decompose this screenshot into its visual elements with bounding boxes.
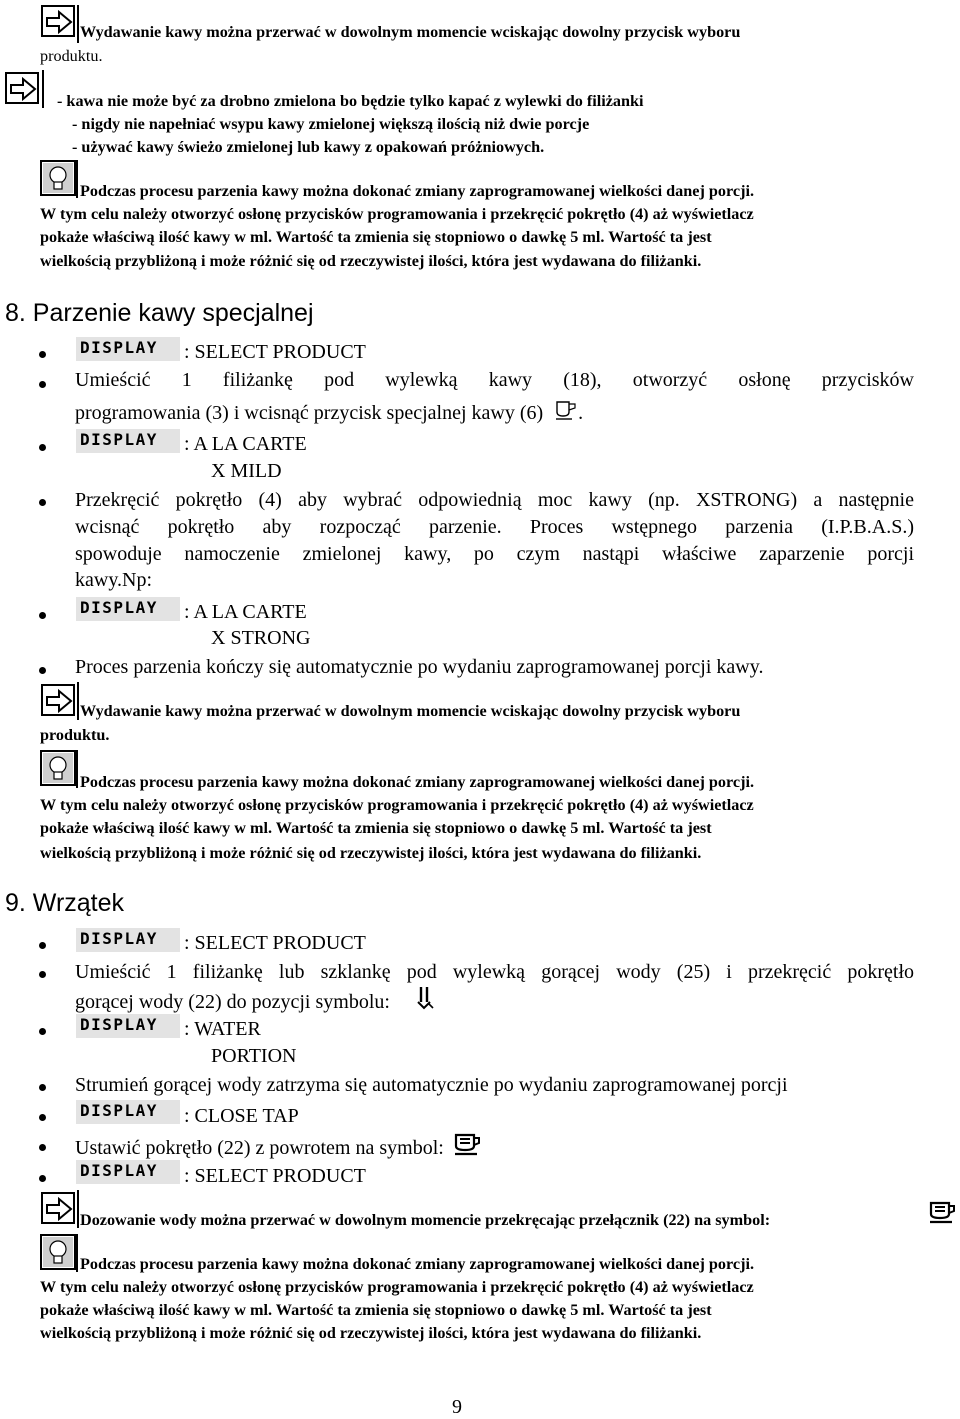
display-close-tap: : CLOSE TAP bbox=[184, 1105, 299, 1127]
display-badge: DISPLAY bbox=[76, 597, 180, 621]
note-bar bbox=[76, 1234, 78, 1272]
display-select-product: : SELECT PRODUCT bbox=[184, 932, 366, 954]
bullet bbox=[39, 612, 46, 619]
bullet bbox=[39, 1084, 46, 1091]
display-badge: DISPLAY bbox=[76, 1160, 180, 1184]
tip-line-4: wielkością przybliżoną i może różnić się od rzeczywistej ilości, która jest wydawana do filiżanki. bbox=[40, 1324, 702, 1342]
arrow-right-icon bbox=[41, 5, 75, 37]
tip-line-3: pokaże właściwą ilość kawy w ml. Wartość ta zmienia się stopniowo o dawkę 5 ml. Wartość ta jest bbox=[40, 228, 712, 246]
display-water: : WATER bbox=[184, 1018, 261, 1040]
tip-line-1: Podczas procesu parzenia kawy można dokonać zmiany zaprogramowanej wielkości danej porcji. bbox=[80, 1255, 755, 1273]
tip-line-1: Podczas procesu parzenia kawy można dokonać zmiany zaprogramowanej wielkości danej porcji. bbox=[80, 182, 755, 200]
coffee-cup-icon bbox=[928, 1200, 958, 1229]
note-bar bbox=[42, 70, 44, 108]
bullet bbox=[39, 444, 46, 451]
note-grind-line-2: - nigdy nie napełniać wsypu kawy zmielonej większą ilością niż dwie porcje bbox=[72, 115, 590, 133]
bullet bbox=[39, 1175, 46, 1182]
note-bar bbox=[76, 750, 78, 788]
note-interrupt-line-2: produktu. bbox=[40, 47, 103, 65]
note-water: Dozowanie wody można przerwać w dowolnym momencie przekręcając przełącznik (22) na symbol: bbox=[80, 1211, 771, 1229]
bullet bbox=[39, 1114, 46, 1121]
display-x-mild: X MILD bbox=[211, 460, 282, 482]
note-interrupt-line-1: Wydawanie kawy można przerwać w dowolnym momencie wciskając dowolny przycisk wyboru bbox=[80, 702, 741, 720]
step-place-cup-line-1: Umieścić 1 filiżankę pod wylewką kawy (18), otworzyć osłonę przycisków bbox=[75, 369, 914, 391]
arrow-right-icon bbox=[41, 684, 75, 716]
display-badge: DISPLAY bbox=[76, 1100, 180, 1124]
arrow-right-icon bbox=[41, 1192, 75, 1224]
tip-line-1: Podczas procesu parzenia kawy można dokonać zmiany zaprogramowanej wielkości danej porcji. bbox=[80, 773, 755, 791]
display-badge: DISPLAY bbox=[76, 928, 180, 952]
bullet bbox=[39, 942, 46, 949]
display-select-product: : SELECT PRODUCT bbox=[184, 341, 366, 363]
display-a-la-carte: : A LA CARTE bbox=[184, 601, 307, 623]
bullet bbox=[39, 971, 46, 978]
display-badge: DISPLAY bbox=[76, 1014, 180, 1038]
step-place-cup-line-2: programowania (3) i wcisnąć przycisk specjalnej kawy (6) . bbox=[75, 399, 583, 426]
tip-line-3: pokaże właściwą ilość kawy w ml. Wartość ta zmienia się stopniowo o dawkę 5 ml. Wartość ta jest bbox=[40, 1301, 712, 1319]
bullet bbox=[39, 351, 46, 358]
step-place-water-line-1: Umieścić 1 filiżankę lub szklankę pod wylewką gorącej wody (25) i przekręcić pokrętło bbox=[75, 961, 914, 983]
page-number: 9 bbox=[452, 1396, 462, 1418]
step-place-water-line-2: gorącej wody (22) do pozycji symbolu: bbox=[75, 986, 437, 1015]
note-interrupt-line-2: produktu. bbox=[40, 726, 110, 744]
note-interrupt-line-1: Wydawanie kawy można przerwać w dowolnym momencie wciskając dowolny przycisk wyboru bbox=[80, 23, 741, 41]
tip-line-4: wielkością przybliżoną i może różnić się od rzeczywistej ilości, która jest wydawana do filiżanki. bbox=[40, 252, 702, 270]
display-x-strong: X STRONG bbox=[211, 627, 311, 649]
note-bar bbox=[76, 160, 78, 198]
tip-line-2: W tym celu należy otworzyć osłonę przycisków programowania i przekręcić pokrętło (4) aż wyświetlacz bbox=[40, 205, 754, 223]
note-grind-line-3: - używać kawy świeżo zmielonej lub kawy z opakowań próżniowych. bbox=[72, 138, 545, 156]
bullet bbox=[39, 499, 46, 506]
step-stream: Strumień gorącej wody zatrzyma się automatycznie po wydaniu zaprogramowanej porcji bbox=[75, 1074, 788, 1096]
hot-water-icon bbox=[415, 986, 437, 1010]
note-bar bbox=[77, 682, 79, 720]
tip-line-4: wielkością przybliżoną i może różnić się od rzeczywistej ilości, która jest wydawana do filiżanki. bbox=[40, 844, 702, 862]
display-a-la-carte: : A LA CARTE bbox=[184, 433, 307, 455]
tip-line-2: W tym celu należy otworzyć osłonę przycisków programowania i przekręcić pokrętło (4) aż wyświetlacz bbox=[40, 796, 754, 814]
step-return: Ustawić pokrętło (22) z powrotem na symbol: bbox=[75, 1132, 483, 1161]
lightbulb-icon bbox=[40, 1234, 76, 1270]
special-coffee-icon bbox=[554, 399, 578, 421]
step-turn-line-1: Przekręcić pokrętło (4) aby wybrać odpowiednią moc kawy (np. XSTRONG) a następnie bbox=[75, 489, 914, 511]
arrow-right-icon bbox=[5, 72, 39, 104]
bullet bbox=[39, 1144, 46, 1151]
bullet bbox=[39, 667, 46, 674]
bullet bbox=[39, 1028, 46, 1035]
section-9-title: 9. Wrzątek bbox=[5, 889, 125, 917]
step-turn-line-2: wcisnąć pokrętło aby rozpocząć parzenie. Proces wstępnego parzenia (I.P.B.A.S.) bbox=[75, 516, 914, 538]
step-end: Proces parzenia kończy się automatycznie po wydaniu zaprogramowanej porcji kawy. bbox=[75, 656, 764, 678]
section-8-title: 8. Parzenie kawy specjalnej bbox=[5, 299, 314, 327]
note-grind-line-1: - kawa nie może być za drobno zmielona bo będzie tylko kapać z wylewki do filiżanki bbox=[57, 92, 644, 110]
lightbulb-icon bbox=[40, 160, 76, 196]
display-badge: DISPLAY bbox=[76, 429, 180, 453]
note-bar bbox=[77, 1190, 79, 1228]
display-select-product: : SELECT PRODUCT bbox=[184, 1165, 366, 1187]
tip-line-3: pokaże właściwą ilość kawy w ml. Wartość ta zmienia się stopniowo o dawkę 5 ml. Wartość ta jest bbox=[40, 819, 712, 837]
note-bar bbox=[77, 5, 79, 43]
coffee-cup-icon bbox=[453, 1132, 483, 1156]
tip-line-2: W tym celu należy otworzyć osłonę przycisków programowania i przekręcić pokrętło (4) aż wyświetlacz bbox=[40, 1278, 754, 1296]
display-portion: PORTION bbox=[211, 1045, 297, 1067]
step-turn-line-3: spowoduje namoczenie zmielonej kawy, po czym nastąpi właściwe zaparzenie porcji bbox=[75, 543, 914, 565]
display-badge: DISPLAY bbox=[76, 337, 180, 361]
lightbulb-icon bbox=[40, 750, 76, 786]
bullet bbox=[39, 381, 46, 388]
step-turn-line-4: kawy.Np: bbox=[75, 569, 153, 591]
